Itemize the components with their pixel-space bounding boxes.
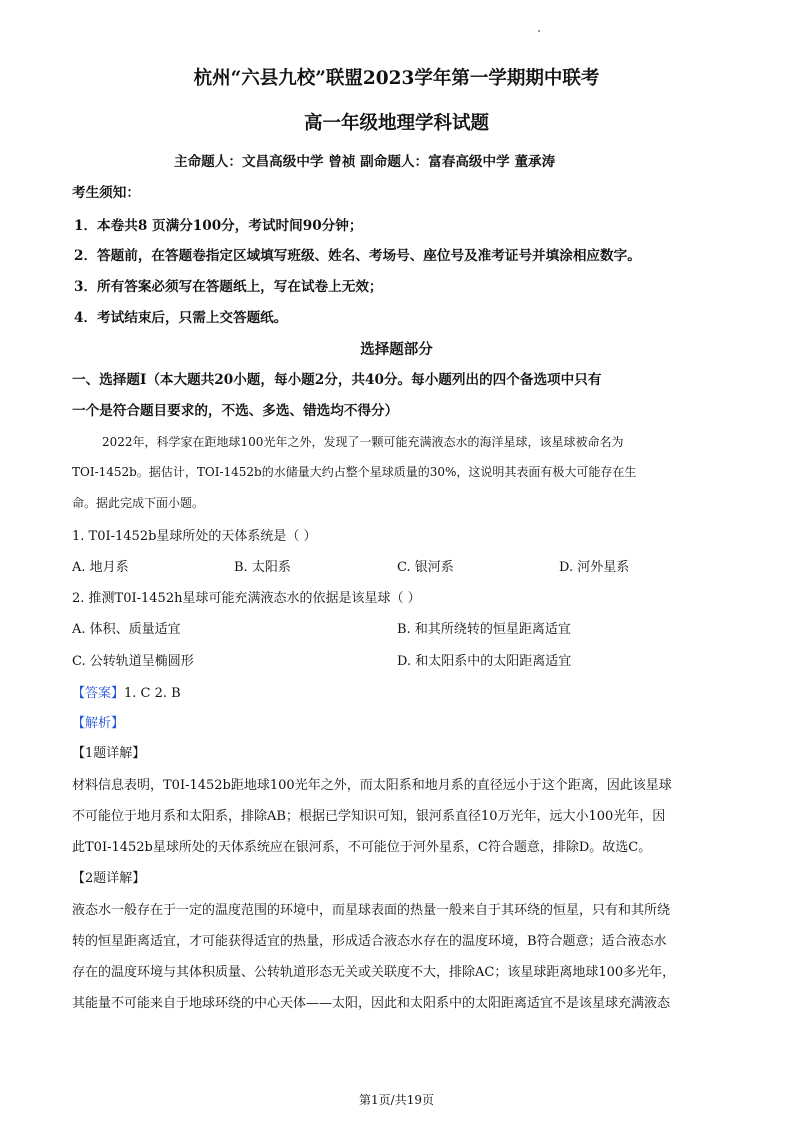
section-intro: 一、选择题Ⅰ（本大题共20小题，每小题2分，共40分。每小题列出的四个备选项中只有: [72, 372, 602, 388]
detail-1-label: 【1题详解】: [72, 746, 146, 761]
section-title: 选择题部分: [360, 341, 433, 358]
q1-option-a: A. 地月系: [72, 560, 129, 575]
notice-item: 3．所有答案必须写在答题纸上，写在试卷上无效；: [74, 279, 383, 295]
detail-1-line: 此T0I-1452b星球所处的天体系统应在银河系，不可能位于河外星系，C符合题意，排除D。故选C。: [72, 840, 652, 855]
detail-2-label: 【2题详解】: [72, 871, 146, 886]
analysis-label: 【解析】: [72, 716, 125, 731]
q2-option-d: D. 和太阳系中的太阳距离适宜: [397, 654, 572, 669]
q2-option-a: A. 体积、质量适宜: [72, 622, 181, 637]
material-line: TOI-1452b。据估计，TOI-1452b的水储量大约占整个星球质量的30%，这说明其表面有极大可能存在生: [72, 465, 637, 479]
answer-label: 【答案】: [72, 686, 125, 701]
detail-1-line: 材料信息表明，T0I-1452b距地球100光年之外，而太阳系和地月系的直径远小于这个距离，因此该星球: [72, 778, 672, 793]
q2-option-b: B. 和其所绕转的恒星距离适宜: [397, 622, 571, 637]
notice-item: 4．考试结束后，只需上交答题纸。: [74, 310, 288, 326]
material-line: 2022年，科学家在距地球100光年之外，发现了一颗可能充满液态水的海洋星球，该星球被命名为: [102, 435, 624, 449]
q2-option-c: C. 公转轨道呈椭圆形: [72, 654, 194, 669]
notice-item: 1．本卷共8 页满分100分，考试时间90分钟；: [74, 218, 363, 234]
exam-title: 杭州“六县九校”联盟2023学年第一学期期中联考: [193, 68, 600, 89]
exam-subtitle: 高一年级地理学科试题: [303, 113, 489, 134]
question-1-stem: 1. T0I-1452b星球所处的天体系统是（ ）: [72, 529, 317, 544]
detail-2-line: 存在的温度环境与其体积质量、公转轨道形态无关或关联度不大，排除AC；该星球距离地球100多光年，: [72, 965, 676, 980]
page-number: 第1页/共19页: [359, 1093, 434, 1107]
detail-2-line: 转的恒星距离适宜，才可能获得适宜的热量，形成适合液态水存在的温度环境，B符合题意；适合液态水: [72, 934, 667, 949]
answer-line: [72, 682, 181, 701]
material-line: 命。据此完成下面小题。: [72, 496, 205, 510]
detail-1-line: 不可能位于地月系和太阳系，排除AB；根据已学知识可知，银河系直径10万光年，远大小100光年，因: [72, 809, 666, 824]
q1-option-d: D. 河外星系: [559, 560, 630, 575]
detail-2-line: 其能量不可能来自于地球环绕的中心天体——太阳，因此和太阳系中的太阳距离适宜不是该星球充满液态: [72, 996, 671, 1011]
section-intro: 一个是符合题目要求的，不选、多选、错选均不得分）: [72, 403, 399, 419]
q1-option-c: C. 银河系: [397, 560, 454, 575]
answer-values: 1. C 2. B: [124, 686, 181, 701]
notice-heading: 考生须知：: [72, 185, 140, 201]
authors: 主命题人：文昌高级中学 曾祯 副命题人：富春高级中学 董承涛: [174, 154, 556, 170]
notice-item: 2．答题前，在答题卷指定区域填写班级、姓名、考场号、座位号及准考证号并填涂相应数字。: [74, 248, 641, 264]
scan-dot: [538, 30, 540, 32]
question-2-stem: 2. 推测T0I-1452h星球可能充满液态水的依据是该星球（ ）: [72, 591, 421, 606]
detail-2-line: 液态水一般存在于一定的温度范围的环境中，而星球表面的热量一般来自于其环绕的恒星，只有和其所绕: [72, 903, 671, 918]
q1-option-b: B. 太阳系: [234, 560, 291, 575]
